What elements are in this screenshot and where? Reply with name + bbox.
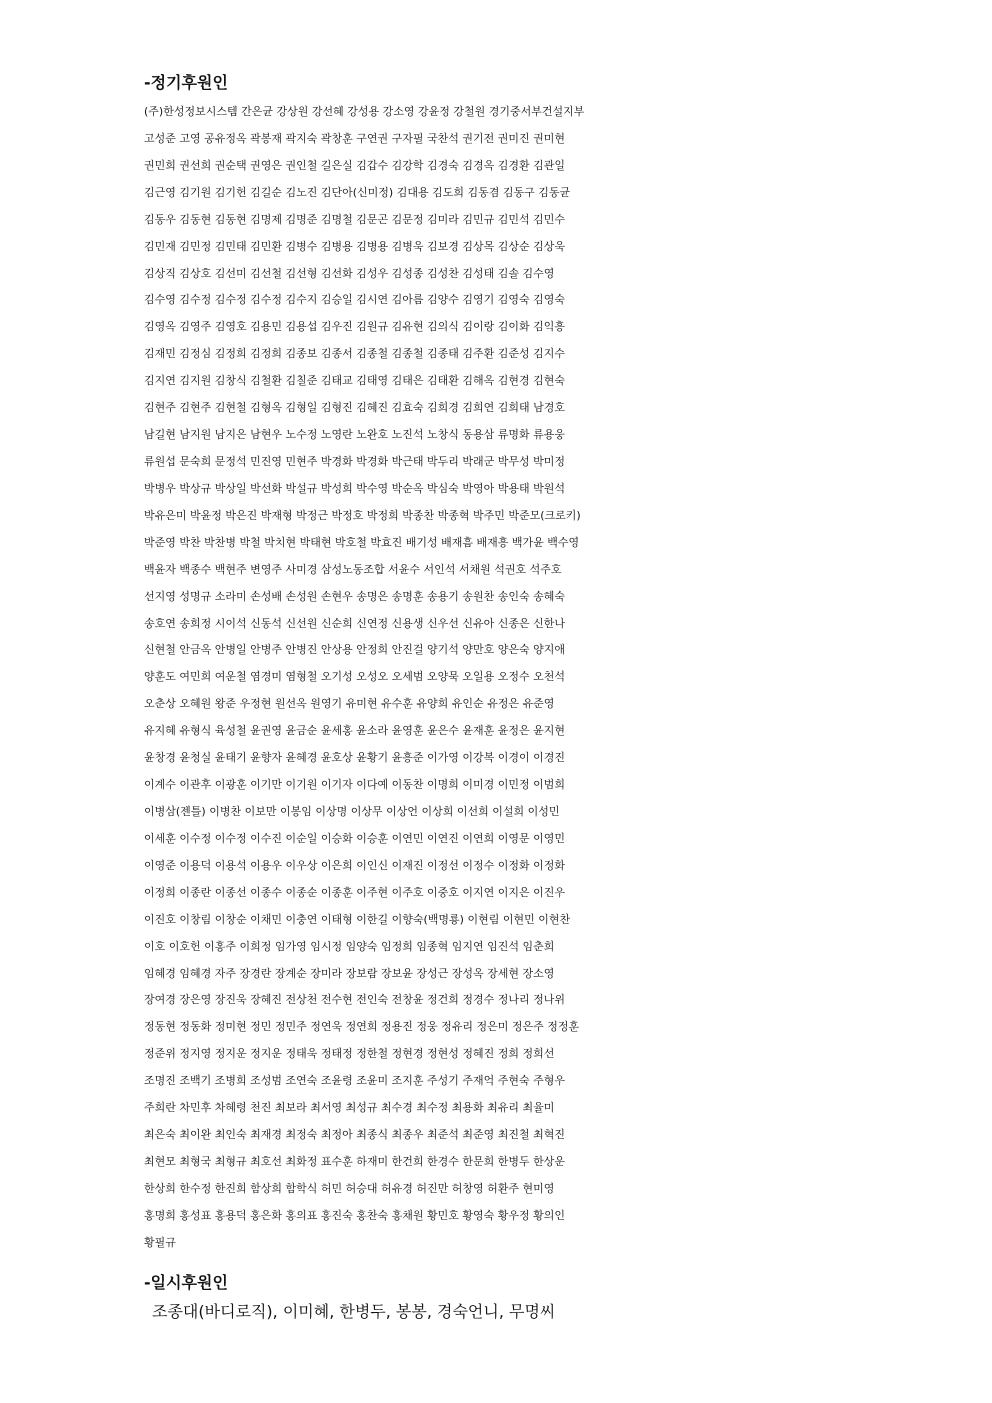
donor-line: 이진호 이창림 이창순 이채민 이충연 이태형 이한길 이향숙(백명룡) 이현림 이현민 이현찬 bbox=[144, 912, 571, 926]
donor-line: 권민희 권선희 권순택 권영은 권인철 길은실 김갑수 김강학 김경숙 김경옥 김경환 김관일 bbox=[144, 158, 565, 172]
donor-line: 조명진 조백기 조병희 조성범 조연숙 조윤령 조윤미 조지훈 주성기 주재억 주현숙 주형우 bbox=[144, 1074, 565, 1088]
donor-line: 송호연 송희정 시이석 신동석 신선원 신순희 신연정 신용생 신우선 신유아 신종은 신한나 bbox=[144, 616, 565, 630]
donor-line: 정동현 정동화 정미현 정민 정민주 정연욱 정연희 정용진 정웅 정유리 정은미 정은주 정정훈 bbox=[144, 1020, 580, 1034]
donor-line: 이병삼(젠틀) 이병찬 이보만 이봉임 이상명 이상무 이상언 이상희 이선희 이설희 이성민 bbox=[144, 804, 560, 818]
donor-line: 이정희 이종란 이종선 이종수 이종순 이종훈 이주현 이주호 이중호 이지연 이지은 이진우 bbox=[144, 885, 565, 899]
regular-donors-heading: -정기후원인 bbox=[144, 73, 228, 92]
donor-line: 최은숙 최이완 최인숙 최재경 최정숙 최정아 최종식 최종우 최준석 최준영 최진철 최혁진 bbox=[144, 1128, 565, 1142]
donor-line: 임혜경 임혜경 자주 장경란 장계순 장미라 장보람 장보윤 장성근 장성옥 장세현 장소영 bbox=[144, 966, 555, 980]
temporary-donors-text: 조종대(바디로직), 이미혜, 한병두, 봉봉, 경숙언니, 무명씨 bbox=[152, 1302, 556, 1321]
donor-line: 이영준 이용덕 이용석 이용우 이우상 이은희 이인신 이재진 이정선 이정수 이정화 이정화 bbox=[144, 858, 565, 872]
donor-line: 백윤자 백종수 백현주 변영주 사미경 삼성노동조합 서윤수 서인석 서채원 석권호 석주호 bbox=[144, 562, 562, 576]
donor-line: 고성준 고영 공유정옥 곽봉재 곽지숙 곽창훈 구연권 구자필 국찬석 권기전 권미진 권미현 bbox=[144, 131, 565, 145]
temporary-donors-heading: -일시후원인 bbox=[144, 1273, 228, 1292]
donor-line: 김현주 김현주 김현철 김형옥 김형일 김형진 김혜진 김효숙 김희경 김희연 김희태 남경호 bbox=[144, 401, 565, 415]
donor-line: 김상직 김상호 김선미 김선철 김선형 김선화 김성우 김성종 김성찬 김성태 김솔 김수영 bbox=[144, 266, 555, 280]
donor-line: 선지영 성명규 소라미 손성배 손성원 손현우 송명은 송명훈 송용기 송원찬 송인숙 송혜숙 bbox=[144, 589, 565, 603]
donor-line: 김지연 김지원 김창식 김철환 김칠준 김태교 김태영 김태은 김태환 김해옥 김현경 김현숙 bbox=[144, 374, 565, 388]
donor-line: 박병우 박상규 박상일 박선화 박설규 박성희 박수영 박순옥 박심숙 박영아 박용태 박원석 bbox=[144, 481, 565, 495]
donor-line: 신현철 안금옥 안병일 안병주 안병진 안상용 안정희 안진걸 양기석 양만호 양은숙 양지애 bbox=[144, 643, 565, 657]
donor-line: 김수영 김수정 김수정 김수정 김수지 김승일 김시연 김아름 김양수 김영기 김영숙 김영숙 bbox=[144, 293, 565, 307]
donor-line: 김재민 김정심 김정희 김정희 김종보 김종서 김종철 김종철 김종태 김주환 김준성 김지수 bbox=[144, 347, 565, 361]
donor-line: 황필규 bbox=[144, 1235, 176, 1249]
donor-line: (주)한성정보시스템 간은균 강상원 강선혜 강성용 강소영 강윤정 강철원 경기중서부건설지부 bbox=[144, 105, 585, 118]
donor-line: 김근영 김기원 김기헌 김길순 김노진 김단아(신미정) 김대용 김도희 김동겸 김동구 김동균 bbox=[144, 185, 571, 199]
donor-line: 남길현 남지원 남지은 남현우 노수정 노영란 노완호 노진석 노창식 동용삼 류명화 류용웅 bbox=[144, 428, 565, 442]
donor-line: 최현모 최형국 최형규 최호선 최화정 표수훈 하재미 한건희 한경수 한문희 한병두 한상운 bbox=[144, 1154, 565, 1168]
donor-line: 김영옥 김영주 김영호 김용민 김용섭 김우진 김원규 김유현 김의식 김이랑 김이화 김익흥 bbox=[144, 320, 565, 334]
donor-line: 김민재 김민정 김민태 김민환 김병수 김병용 김병용 김병욱 김보경 김상목 김상순 김상욱 bbox=[144, 239, 565, 253]
donor-line: 박준영 박찬 박찬병 박철 박치현 박태현 박호철 박효진 배기성 배재흠 배재흥 백가윤 백수영 bbox=[144, 535, 580, 549]
donor-line: 오춘상 오혜원 왕준 우정현 원선옥 원영기 유미현 유수훈 유양희 유인순 유정은 유준영 bbox=[144, 697, 555, 711]
donor-line: 류원섭 문숙희 문정석 민진영 민현주 박경화 박경화 박근태 박두리 박래군 박무성 박미정 bbox=[144, 454, 565, 468]
donor-line: 주희란 차민후 차혜령 천진 최보라 최서영 최성규 최수경 최수정 최용화 최유리 최율미 bbox=[144, 1101, 555, 1115]
donor-line: 이호 이호헌 이홍주 이희정 임가영 임시정 임양숙 임정희 임종혁 임지연 임진석 임춘희 bbox=[144, 939, 555, 953]
donor-line: 윤창경 윤청실 윤태기 윤향자 윤혜경 윤호상 윤황기 윤흥준 이가영 이강복 이경이 이경진 bbox=[144, 751, 565, 765]
donor-line: 유지혜 유형식 육성철 윤권영 윤금순 윤세홍 윤소라 윤영훈 윤은수 윤재훈 윤정은 윤지현 bbox=[144, 724, 565, 738]
donor-line: 홍명희 홍성표 홍용덕 홍은화 홍의표 홍진숙 홍찬숙 홍채원 황민호 황영숙 황우정 황의인 bbox=[144, 1208, 565, 1222]
donor-line: 김동우 김동현 김동현 김명제 김명준 김명철 김문곤 김문정 김미라 김민규 김민석 김민수 bbox=[144, 212, 565, 226]
donor-line: 양훈도 여민희 여운철 염경미 염형철 오기성 오성오 오세범 오양묵 오일용 오정수 오천석 bbox=[144, 670, 565, 684]
donor-line: 이세훈 이수정 이수정 이수진 이순일 이승화 이승훈 이연민 이연진 이연희 이영문 이영민 bbox=[144, 831, 565, 845]
regular-donors-list bbox=[144, 99, 884, 1257]
donor-line: 이계수 이관후 이광훈 이기만 이기원 이기자 이다예 이동찬 이명희 이미경 이민정 이범희 bbox=[144, 778, 565, 792]
donor-line: 한상희 한수정 한진희 함상희 함학식 허민 허승대 허유경 허진만 허창영 허환주 현미영 bbox=[144, 1181, 555, 1195]
donor-line: 정준위 정지영 정지운 정지운 정태욱 정태정 정한철 정현경 정현성 정혜진 정희 정희선 bbox=[144, 1047, 555, 1061]
donor-line: 박유은미 박윤정 박은진 박재형 박정근 박정호 박정희 박종찬 박종혁 박주민 박준모(크로키) bbox=[144, 508, 581, 522]
donor-line: 장여경 장은영 장진욱 장혜진 전상천 전수현 전인숙 전창윤 정건희 정경수 정나리 정나위 bbox=[144, 993, 565, 1007]
